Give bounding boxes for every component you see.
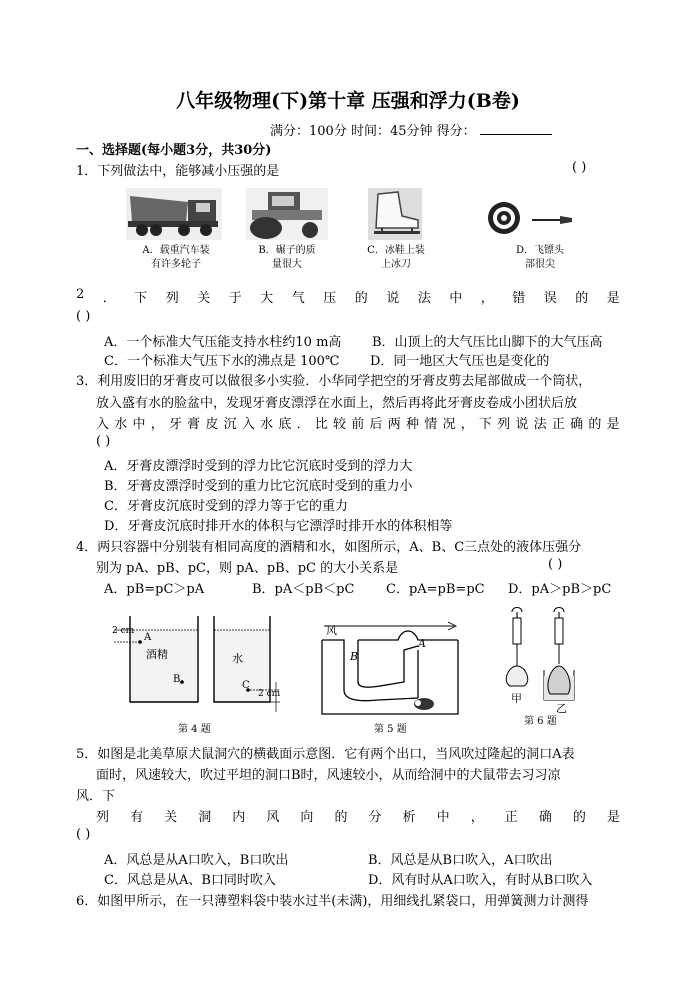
q4-option-d: D．pA＞pB＞pC: [508, 582, 612, 597]
figure-4-containers: [110, 612, 286, 718]
q2-stem: 2 ． 下 列 关 于 大 气 压 的 说 法 中 ， 错 误 的 是: [76, 287, 620, 306]
q3-option-d: D．牙膏皮沉底时排开水的体积与它漂浮时排开水的体积相等: [104, 519, 453, 534]
dart-image: [486, 196, 576, 244]
score-line: 满分：100分 时间：45分钟 得分：: [270, 120, 552, 139]
q2-option-c: C．一个标准大气压下水的沸点是 100℃: [104, 354, 340, 369]
figure-6-label-yi: 乙: [556, 702, 567, 715]
skate-image: [368, 188, 422, 240]
figure-4-2cm-top: 2 cm: [112, 626, 135, 636]
q3-line2: 放入盛有水的脸盆中，发现牙膏皮漂浮在水面上，然后再将此牙膏皮卷成小团状后放: [96, 396, 578, 411]
page-title: 八年级物理(下)第十章 压强和浮力(B卷): [176, 90, 520, 112]
q1-caption-b: B．碾子的质 量很大: [258, 245, 316, 270]
figure-4-point-c: C: [242, 680, 250, 691]
q1-stem: 1．下列做法中，能够减小压强的是: [76, 164, 280, 179]
q5-line4: 列 有 关 洞 内 风 向 的 分 析 中 ， 正 确 的 是: [96, 810, 620, 825]
q2-option-d: D．同一地区大气压也是变化的: [370, 354, 550, 369]
figure-4-alcohol-label: 酒精: [146, 648, 168, 661]
figure-5-burrow: [318, 620, 462, 720]
q4-option-a: A．pB=pC＞pA: [104, 582, 205, 597]
q1-caption-a: A．载重汽车装 有许多轮子: [142, 245, 210, 270]
q3-paren: ( ): [96, 434, 111, 449]
figure-4-water-label: 水: [232, 652, 243, 665]
q4-line1: 4．两只容器中分别装有相同高度的酒精和水，如图所示，A、B、C三点处的液体压强分: [76, 540, 582, 555]
q3-option-a: A．牙膏皮漂浮时受到的浮力比它沉底时受到的浮力大: [104, 459, 413, 474]
figure-5-caption: 第 5 题: [374, 724, 407, 735]
truck-image: [126, 188, 222, 240]
roller-image: [246, 188, 328, 240]
figure-4-caption: 第 4 题: [178, 724, 211, 735]
score-blank: [480, 122, 552, 135]
q5-line1: 5．如图是北美草原犬鼠洞穴的横截面示意图．它有两个出口，当风吹过隆起的洞口A表: [76, 747, 575, 762]
q1-caption-d: D．飞镖头 部很尖: [515, 245, 565, 270]
q5-option-c: C．风总是从A、B口同时吹入: [104, 873, 276, 888]
q2-option-a: A．一个标准大气压能支持水柱约10 m高: [104, 335, 342, 350]
q4-option-c: C．pA=pB=pC: [386, 582, 485, 597]
q1-paren: ( ): [572, 160, 587, 175]
figure-5-opening-a: A: [418, 637, 426, 650]
q6-line1: 6．如图甲所示，在一只薄塑料袋中装水过半(未满)，用细线扎紧袋口，用弹簧测力计测得: [76, 894, 589, 909]
section-heading: 一、选择题(每小题3分，共30分): [76, 143, 272, 158]
q2-paren: ( ): [76, 309, 91, 324]
q5-paren: ( ): [76, 827, 91, 842]
q2-option-b: B．山顶上的大气压比山脚下的大气压高: [372, 335, 603, 350]
q5-line3: 风．下: [76, 789, 116, 804]
q4-option-b: B．pA＜pB＜pC: [252, 582, 355, 597]
figure-4-2cm-bottom: 2 cm: [258, 689, 281, 699]
q5-line2: 面时，风速较大，吹过平坦的洞口B时，风速较小，从而给洞中的犬鼠带去习习凉: [96, 768, 561, 783]
figure-6-spring-scales: [496, 604, 586, 712]
q3-line1: 3．利用废旧的牙膏皮可以做很多小实验．小华同学把空的牙膏皮剪去尾部做成一个筒状，: [76, 374, 592, 389]
q5-option-b: B．风总是从B口吹入，A口吹出: [368, 853, 553, 868]
figure-5-opening-b: B: [350, 650, 359, 663]
q1-caption-c: C．冰鞋上装 上冰刀: [367, 245, 425, 270]
q3-option-c: C．牙膏皮沉底时受到的浮力等于它的重力: [104, 499, 348, 514]
figure-6-label-jia: 甲: [511, 692, 522, 705]
figure-4-point-b: B: [173, 674, 181, 685]
figure-5-wind-label: 风: [326, 624, 337, 637]
figure-4-point-a: A: [144, 632, 152, 643]
q3-line3: 入 水 中 ， 牙 膏 皮 沉 入 水 底 ． 比 较 前 后 两 种 情 况 ， 下 列 说 法 正 确 的 是: [96, 417, 620, 432]
q4-line2: 别为 pA、pB、pC，则 pA、pB、pC 的大小关系是: [96, 561, 399, 576]
q3-option-b: B．牙膏皮漂浮时受到的重力比它沉底时受到的重力小: [104, 479, 413, 494]
figure-6-caption: 第 6 题: [524, 716, 557, 727]
q5-option-a: A．风总是从A口吹入，B口吹出: [104, 853, 289, 868]
q4-paren: ( ): [548, 557, 563, 572]
q5-option-d: D．风有时从A口吹入，有时从B口吹入: [368, 873, 593, 888]
